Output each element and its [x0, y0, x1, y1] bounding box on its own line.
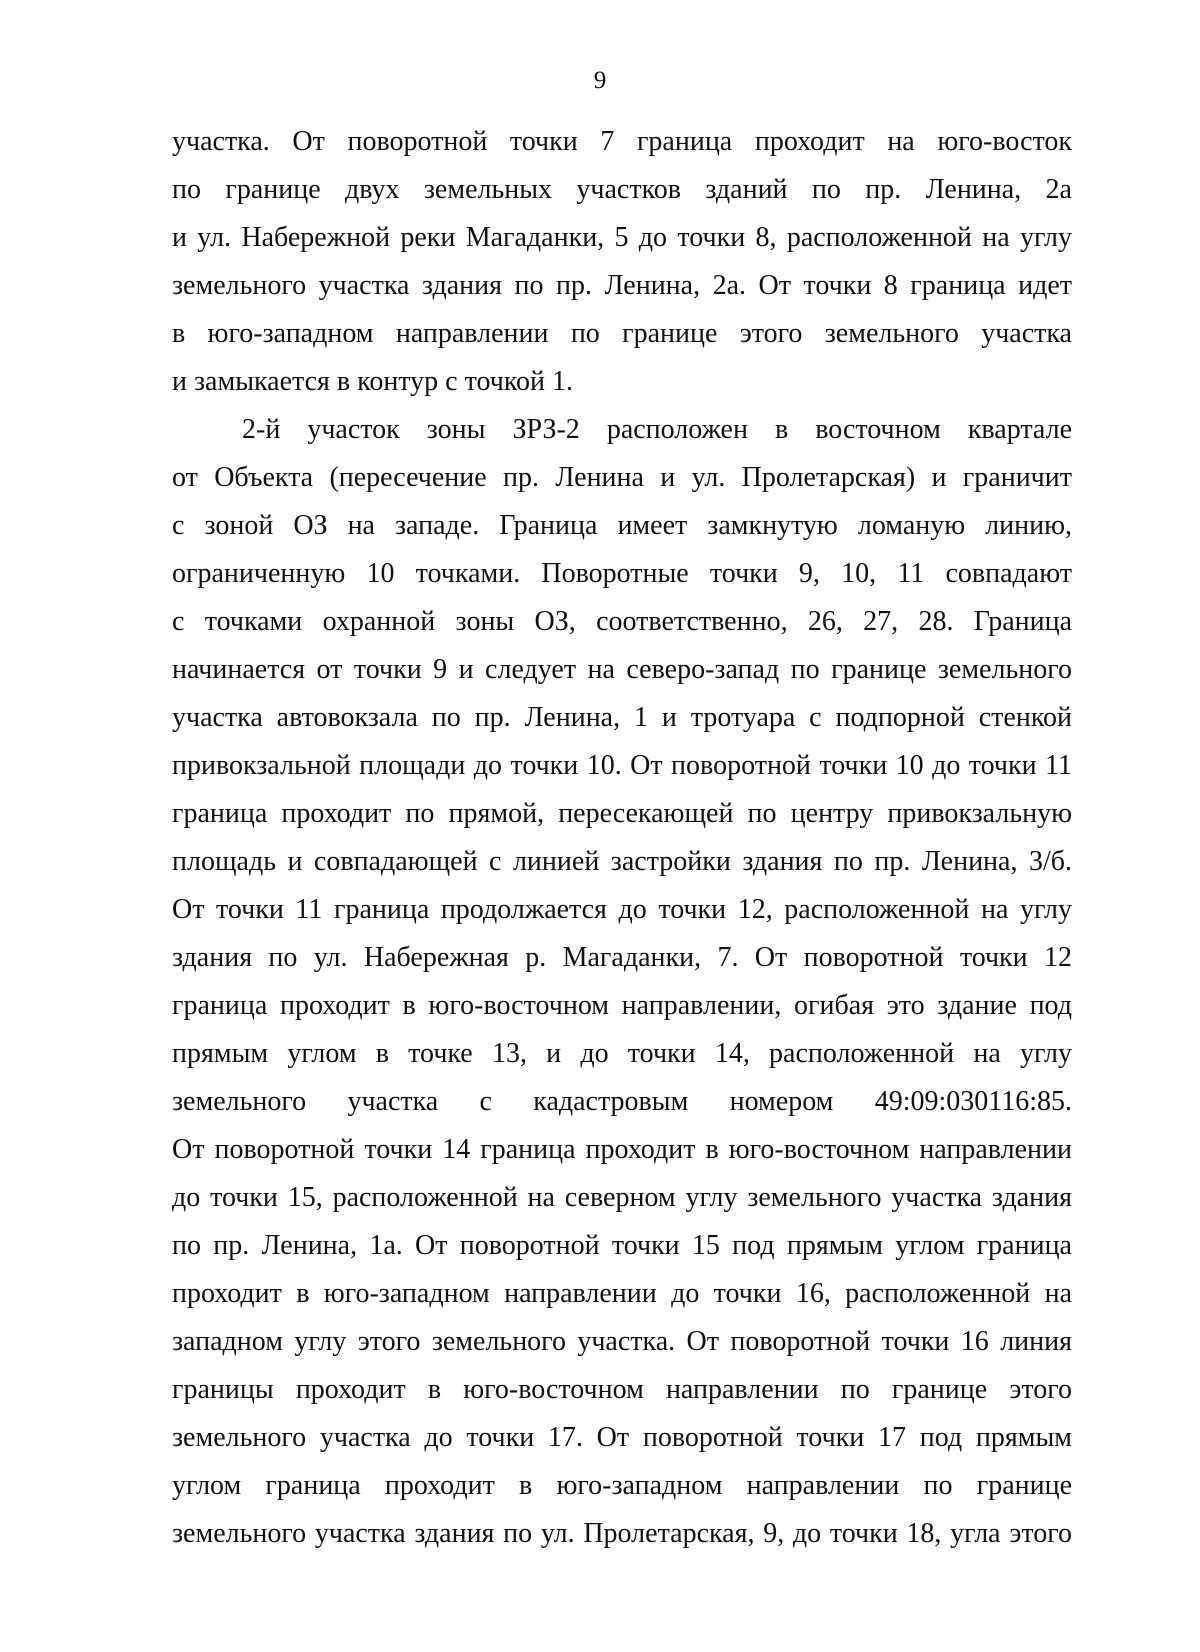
text-line: земельного участка здания по пр. Ленина, 2а. От точки 8 граница идет: [172, 270, 1072, 301]
text-line: участка. От поворотной точки 7 граница проходит на юго-восток: [172, 126, 1072, 157]
text-line: начинается от точки 9 и следует на северо-запад по границе земельного: [172, 654, 1072, 685]
text-line: от Объекта (пересечение пр. Ленина и ул. Пролетарская) и граничит: [172, 462, 1072, 493]
text-line: и ул. Набережной реки Магаданки, 5 до точки 8, расположенной на углу: [172, 222, 1072, 253]
text-line: по границе двух земельных участков зданий по пр. Ленина, 2а: [172, 174, 1072, 205]
text-line: до точки 15, расположенной на северном углу земельного участка здания: [172, 1182, 1072, 1213]
text-line: в юго-западном направлении по границе этого земельного участка: [172, 318, 1072, 349]
text-line: углом граница проходит в юго-западном направлении по границе: [172, 1470, 1072, 1501]
text-line: привокзальной площади до точки 10. От поворотной точки 10 до точки 11: [172, 750, 1072, 781]
text-line: прямым углом в точке 13, и до точки 14, расположенной на углу: [172, 1038, 1072, 1069]
page-number: 9: [593, 67, 607, 94]
text-line: 2-й участок зоны ЗРЗ-2 расположен в восточном квартале: [242, 414, 1072, 445]
text-line: земельного участка здания по ул. Пролетарская, 9, до точки 18, угла этого: [172, 1518, 1072, 1549]
text-line: граница проходит в юго-восточном направлении, огибая это здание под: [172, 990, 1072, 1021]
text-line: с зоной ОЗ на западе. Граница имеет замкнутую ломаную линию,: [172, 510, 1072, 541]
text-line: участка автовокзала по пр. Ленина, 1 и тротуара с подпорной стенкой: [172, 702, 1072, 733]
text-line: От точки 11 граница продолжается до точки 12, расположенной на углу: [172, 894, 1072, 925]
text-line: проходит в юго-западном направлении до точки 16, расположенной на: [172, 1278, 1072, 1309]
text-line: земельного участка с кадастровым номером 49:09:030116:85.: [172, 1086, 1072, 1117]
text-line: границы проходит в юго-восточном направлении по границе этого: [172, 1374, 1072, 1405]
text-line: и замыкается в контур с точкой 1.: [172, 366, 573, 397]
text-line: От поворотной точки 14 граница проходит в юго-восточном направлении: [172, 1134, 1072, 1165]
text-line: ограниченную 10 точками. Поворотные точки 9, 10, 11 совпадают: [172, 558, 1072, 589]
text-line: граница проходит по прямой, пересекающей по центру привокзальную: [172, 798, 1072, 829]
text-line: здания по ул. Набережная р. Магаданки, 7. От поворотной точки 12: [172, 942, 1072, 973]
text-line: земельного участка до точки 17. От поворотной точки 17 под прямым: [172, 1422, 1072, 1453]
text-line: с точками охранной зоны ОЗ, соответственно, 26, 27, 28. Граница: [172, 606, 1072, 637]
text-line: площадь и совпадающей с линией застройки здания по пр. Ленина, 3/б.: [172, 846, 1072, 877]
text-line: по пр. Ленина, 1а. От поворотной точки 15 под прямым углом граница: [172, 1230, 1072, 1261]
document-body: [172, 118, 1072, 1558]
text-line: западном углу этого земельного участка. От поворотной точки 16 линия: [172, 1326, 1072, 1357]
